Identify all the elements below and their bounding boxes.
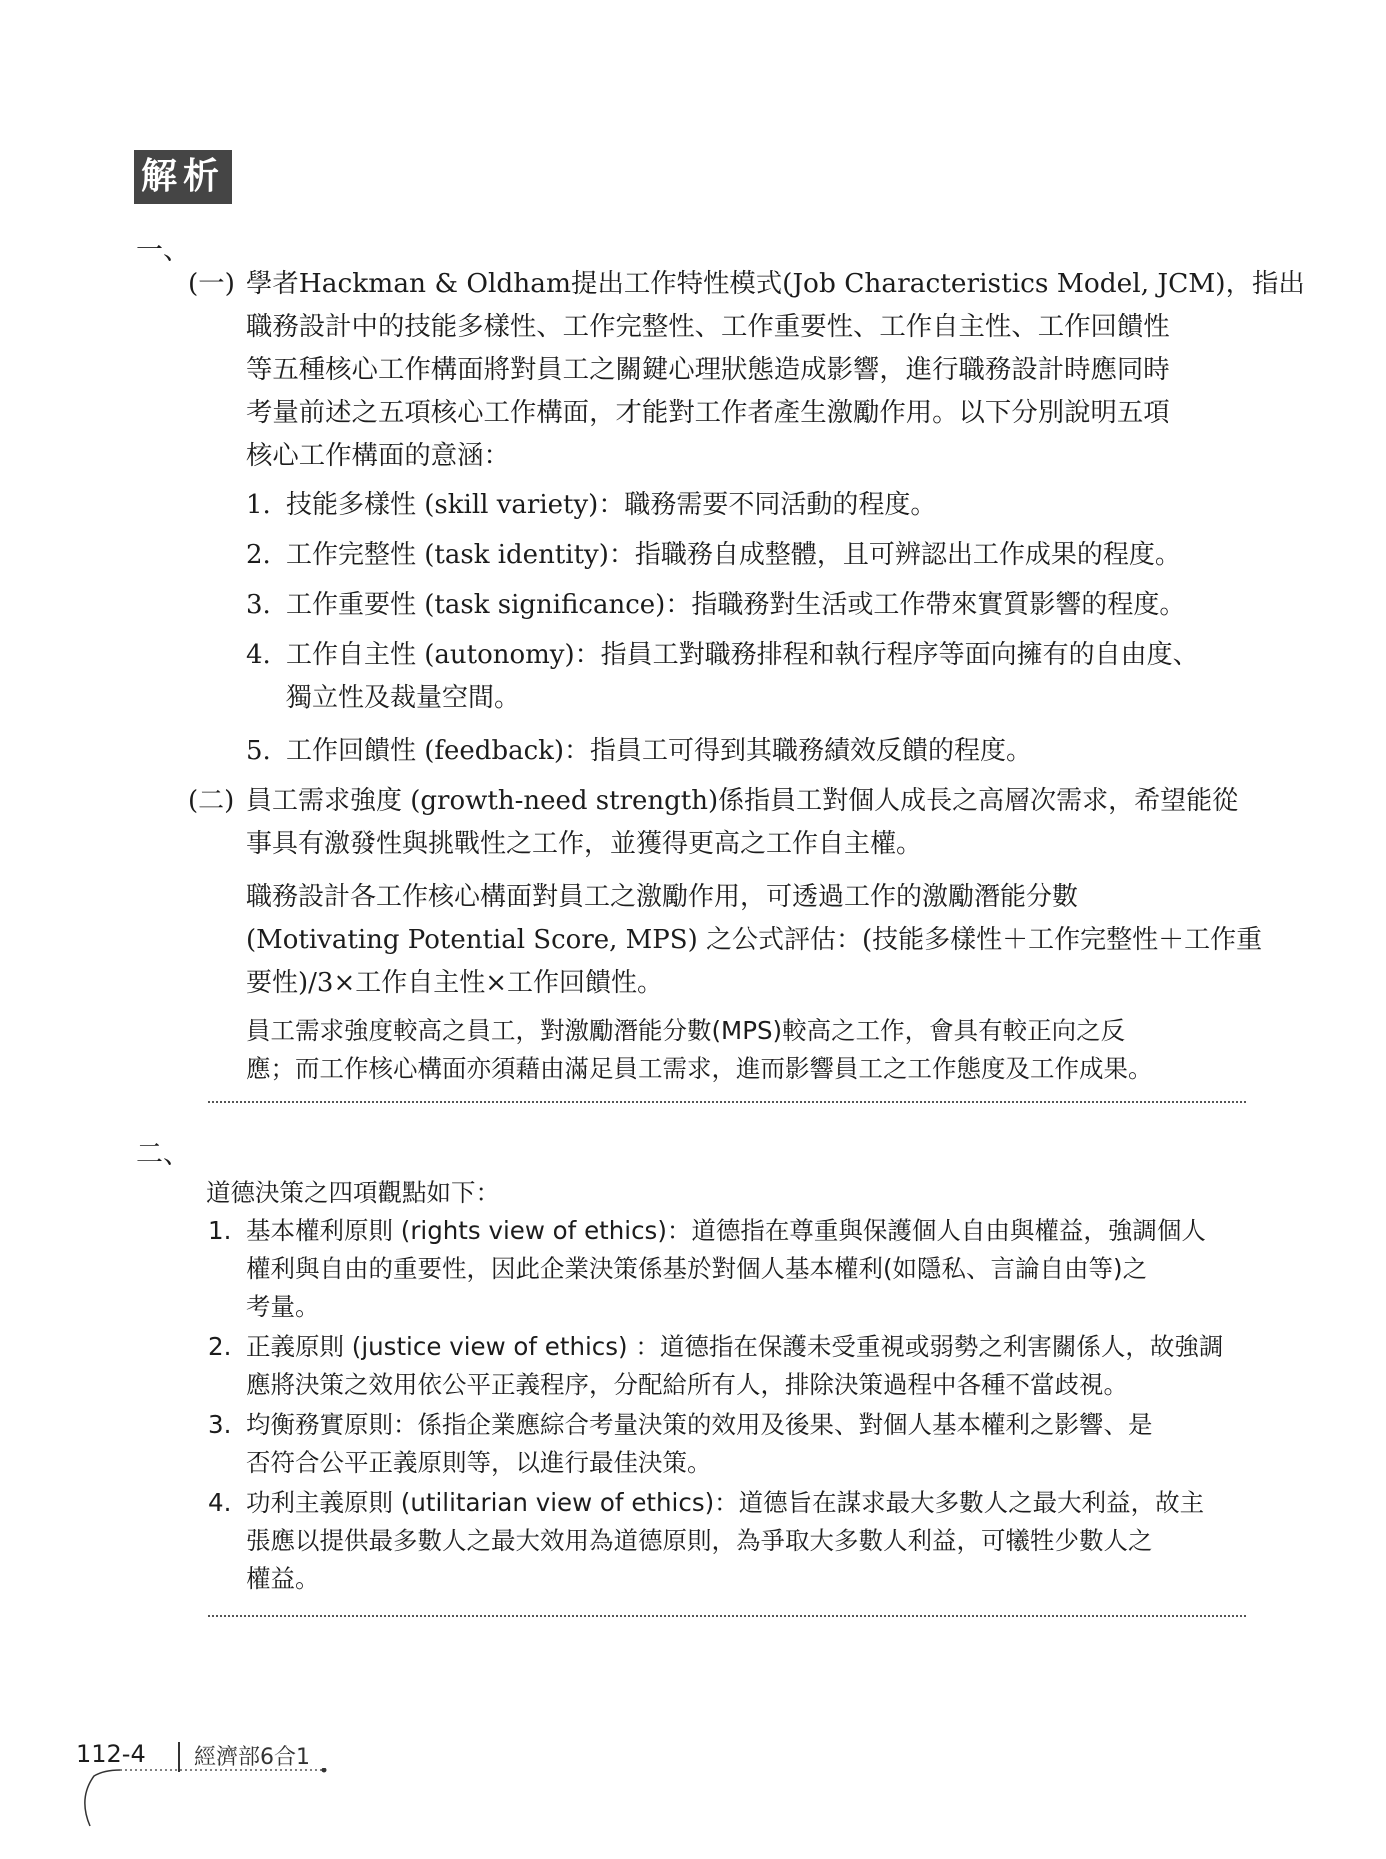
item-number: 2. — [246, 540, 271, 570]
page-footer — [70, 1740, 380, 1830]
para-one-line: 職務設計中的技能多樣性、工作完整性、工作重要性、工作自主性、工作回饋性 — [246, 311, 1170, 342]
section-one-mark: 一、 — [136, 235, 190, 266]
para-four — [246, 1012, 1153, 1088]
para-one-line: 核心工作構面的意涵： — [246, 440, 510, 471]
para-two-label: (二) — [188, 786, 235, 816]
jcm-item-1: 技能多樣性 (skill variety)：職務需要不同活動的程度。 — [286, 490, 937, 520]
item-number: 4. — [208, 1488, 232, 1517]
ethics-item-line: 權利與自由的重要性，因此企業決策係基於對個人基本權利(如隱私、言論自由等)之 — [246, 1254, 1148, 1283]
para-one-line: 等五種核心工作構面將對員工之關鍵心理狀態造成影響，進行職務設計時應同時 — [246, 354, 1170, 385]
para-one-line: 學者Hackman & Oldham提出工作特性模式(Job Characteristics Model, JCM)，指出 — [246, 268, 1305, 299]
para-three-line: (Motivating Potential Score, MPS) 之公式評估：(技能多樣性＋工作完整性＋工作重 — [246, 925, 1263, 955]
section-title-badge: 解析 — [134, 150, 232, 204]
ethics-item-line: 功利主義原則 (utilitarian view of ethics)：道德旨在謀求最大多數人之最大利益，故主 — [246, 1488, 1205, 1517]
para-two-line: 事具有激發性與挑戰性之工作，並獲得更高之工作自主權。 — [246, 829, 923, 859]
ethics-item-line: 正義原則 (justice view of ethics) ：道德指在保護未受重視或弱勢之利害關係人，故強調 — [246, 1332, 1224, 1361]
ethics-item-1 — [246, 1212, 1206, 1326]
ethics-item-3 — [246, 1406, 1153, 1482]
ethics-item-line: 應將決策之效用依公平正義程序，分配給所有人，排除決策過程中各種不當歧視。 — [246, 1370, 1128, 1399]
item-number: 3. — [208, 1410, 232, 1439]
footer-ornament — [70, 1768, 330, 1828]
ethics-item-line: 考量。 — [246, 1292, 320, 1321]
item-number: 2. — [208, 1332, 232, 1361]
para-four-line: 應；而工作核心構面亦須藉由滿足員工需求，進而影響員工之工作態度及工作成果。 — [246, 1054, 1153, 1083]
jcm-item-4: 工作自主性 (autonomy)：指員工對職務排程和執行程序等面向擁有的自由度、 — [286, 640, 1199, 670]
para-one-label: (一) — [188, 268, 235, 299]
item-number: 4. — [246, 640, 271, 670]
ethics-item-line: 權益。 — [246, 1564, 320, 1593]
item-number: 5. — [246, 736, 271, 766]
para-three — [246, 876, 1262, 1005]
para-one — [246, 262, 1305, 477]
para-one-line: 考量前述之五項核心工作構面，才能對工作者產生激勵作用。以下分別說明五項 — [246, 397, 1170, 428]
ethics-item-line: 基本權利原則 (rights view of ethics)：道德指在尊重與保護個人自由與權益，強調個人 — [246, 1216, 1206, 1245]
para-four-line: 員工需求強度較高之員工，對激勵潛能分數(MPS)較高之工作，會具有較正向之反 — [246, 1016, 1126, 1045]
book-title: 經濟部6合1 — [194, 1745, 310, 1770]
ethics-item-4 — [246, 1484, 1204, 1598]
section-divider — [208, 1101, 1246, 1103]
jcm-item-4-cont: 獨立性及裁量空間。 — [286, 683, 521, 713]
jcm-item-2: 工作完整性 (task identity)：指職務自成整體，且可辨認出工作成果的程度。 — [286, 540, 1181, 570]
ethics-item-line: 否符合公平正義原則等，以進行最佳決策。 — [246, 1448, 712, 1477]
section-two-intro: 道德決策之四項觀點如下： — [206, 1178, 500, 1207]
para-three-line: 職務設計各工作核心構面對員工之激勵作用，可透過工作的激勵潛能分數 — [246, 882, 1079, 912]
page-number: 112-4 — [76, 1740, 146, 1768]
ethics-item-line: 均衡務實原則：係指企業應綜合考量決策的效用及後果、對個人基本權利之影響、是 — [246, 1410, 1153, 1439]
section-two-mark: 二、 — [136, 1139, 190, 1170]
item-number: 1. — [246, 490, 271, 520]
jcm-item-5: 工作回饋性 (feedback)：指員工可得到其職務績效反饋的程度。 — [286, 736, 1033, 766]
item-number: 3. — [246, 590, 271, 620]
ethics-item-line: 張應以提供最多數人之最大效用為道德原則，為爭取大多數人利益，可犧牲少數人之 — [246, 1526, 1153, 1555]
para-three-line: 要性)/3×工作自主性×工作回饋性。 — [246, 968, 664, 998]
section-divider — [208, 1615, 1246, 1617]
para-two-line: 員工需求強度 (growth-need strength)係指員工對個人成長之高層次需求，希望能從 — [246, 786, 1239, 816]
ethics-item-2 — [246, 1328, 1223, 1404]
jcm-item-3: 工作重要性 (task significance)：指職務對生活或工作帶來實質影響的程度。 — [286, 590, 1186, 620]
item-number: 1. — [208, 1216, 232, 1245]
para-two — [246, 780, 1238, 866]
